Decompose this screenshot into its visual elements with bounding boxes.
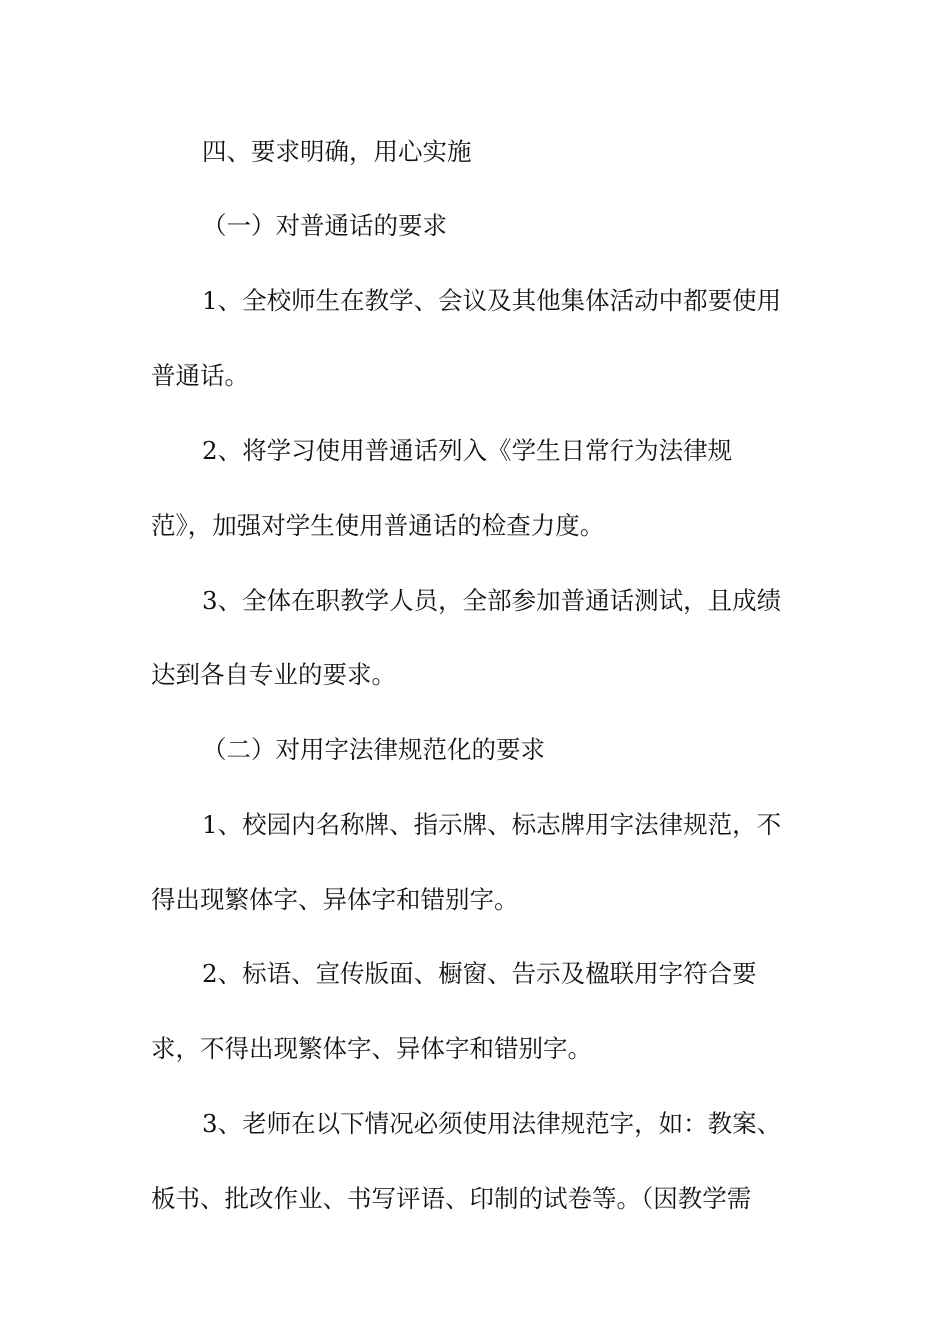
paragraph-line: 求，不得出现繁体字、异体字和错别字。 xyxy=(151,1034,592,1063)
paragraph-line: 普通话。 xyxy=(151,361,249,390)
subsection-heading: （一）对普通话的要求 xyxy=(202,211,447,240)
paragraph-line: 达到各自专业的要求。 xyxy=(151,660,396,689)
paragraph-line: 1、校园内名称牌、指示牌、标志牌用字法律规范，不 xyxy=(202,810,782,839)
paragraph-line: 2、将学习使用普通话列入《学生日常行为法律规 xyxy=(202,436,733,465)
paragraph-line: 3、全体在职教学人员，全部参加普通话测试，且成绩 xyxy=(202,586,782,615)
paragraph-line: 板书、批改作业、书写评语、印制的试卷等。（因教学需 xyxy=(151,1184,752,1213)
paragraph-line: 1、全校师生在教学、会议及其他集体活动中都要使用 xyxy=(202,286,782,315)
paragraph-line: 得出现繁体字、异体字和错别字。 xyxy=(151,885,519,914)
paragraph-line: 2、标语、宣传版面、橱窗、告示及楹联用字符合要 xyxy=(202,959,757,988)
paragraph-line: 3、老师在以下情况必须使用法律规范字，如：教案、 xyxy=(202,1109,782,1138)
subsection-heading: （二）对用字法律规范化的要求 xyxy=(202,735,545,764)
section-heading: 四、要求明确，用心实施 xyxy=(202,137,472,166)
paragraph-line: 范》，加强对学生使用普通话的检查力度。 xyxy=(151,511,605,540)
